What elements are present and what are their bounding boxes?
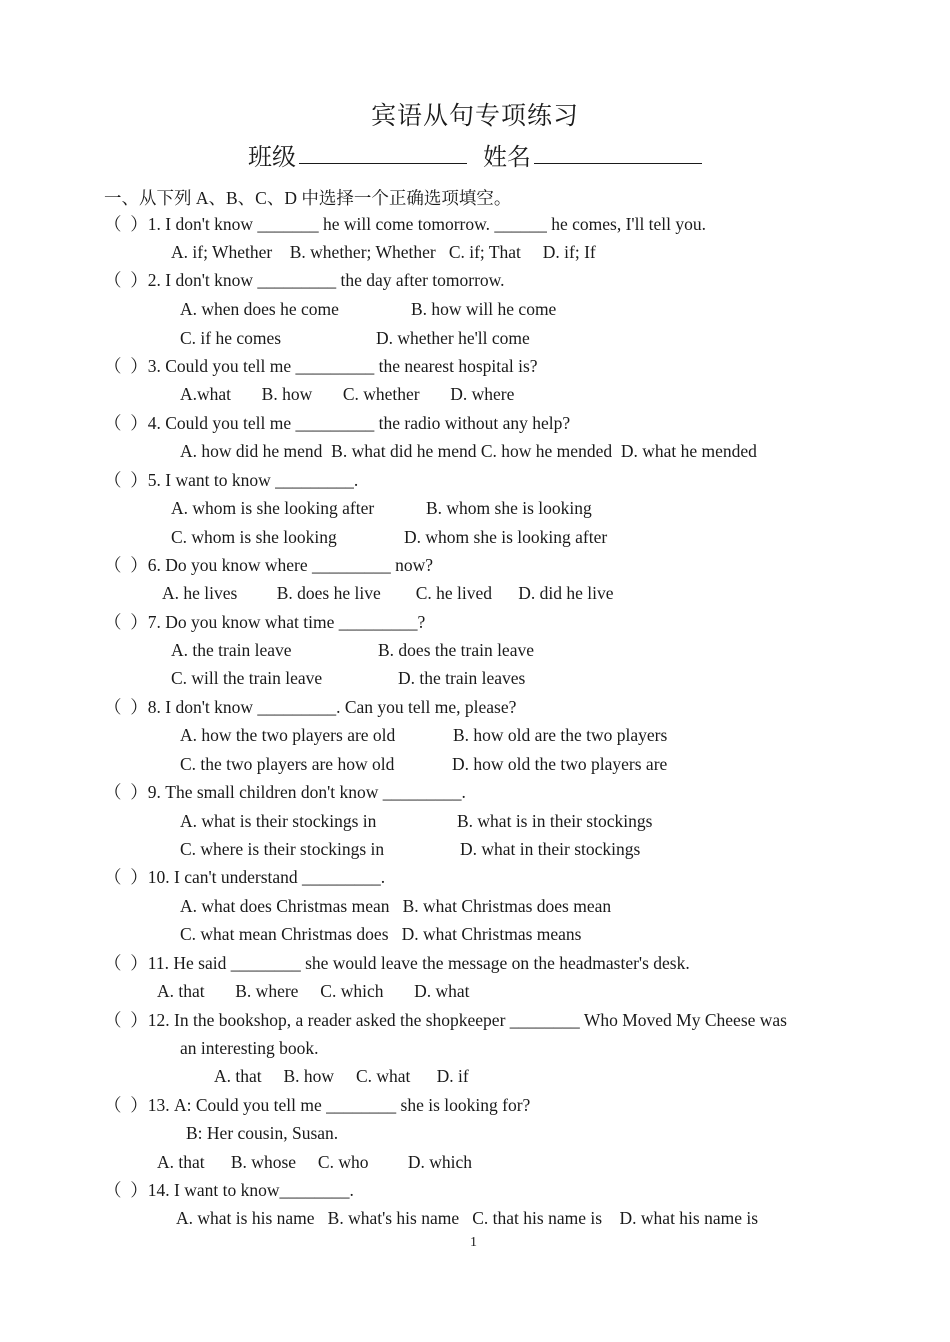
question-13-options: A. that B. whose C. who D. which	[157, 1152, 472, 1172]
question-5: （ ）5. I want to know _________.	[104, 470, 359, 490]
question-9-option-d: D. what in their stockings	[460, 839, 641, 859]
question-2-option-a: A. when does he come	[180, 299, 339, 319]
question-5-option-a: A. whom is she looking after	[171, 498, 375, 518]
question-10: （ ）10. I can't understand _________.	[104, 867, 386, 887]
question-10-options-ab: A. what does Christmas mean B. what Christmas does mean	[180, 896, 612, 916]
question-8: （ ）8. I don't know _________. Can you tell me, please?	[104, 697, 517, 717]
question-9-option-a: A. what is their stockings in	[180, 811, 377, 831]
question-11-options: A. that B. where C. which D. what	[157, 981, 470, 1001]
question-5-option-b: B. whom she is looking	[426, 498, 592, 518]
question-7: （ ）7. Do you know what time _________?	[104, 612, 426, 632]
question-2-option-b: B. how will he come	[411, 299, 557, 319]
question-2: （ ）2. I don't know _________ the day after tomorrow.	[104, 270, 505, 290]
question-8-option-b: B. how old are the two players	[453, 725, 668, 745]
question-7-option-b: B. does the train leave	[378, 640, 534, 660]
question-8-option-d: D. how old the two players are	[452, 754, 668, 774]
question-7-option-d: D. the train leaves	[398, 668, 526, 688]
class-label: 班级	[248, 145, 296, 171]
question-4: （ ）4. Could you tell me _________ the radio without any help?	[104, 413, 571, 433]
name-blank	[534, 141, 702, 164]
name-label: 姓名	[483, 145, 531, 171]
question-10-options-cd: C. what mean Christmas does D. what Christmas means	[180, 924, 582, 944]
question-13: （ ）13. A: Could you tell me ________ she is looking for?	[104, 1095, 531, 1115]
question-9-option-c: C. where is their stockings in	[180, 839, 385, 859]
question-3-options: A.what B. how C. whether D. where	[180, 384, 515, 404]
question-8-option-c: C. the two players are how old	[180, 754, 395, 774]
question-1: （ ）1. I don't know _______ he will come tomorrow. ______ he comes, I'll tell you.	[104, 214, 707, 234]
question-1-options: A. if; Whether B. whether; Whether C. if; That D. if; If	[171, 242, 596, 262]
question-5-option-c: C. whom is she looking	[171, 527, 337, 547]
question-2-option-d: D. whether he'll come	[376, 328, 530, 348]
question-9: （ ）9. The small children don't know _________.	[104, 782, 466, 802]
question-6: （ ）6. Do you know where _________ now?	[104, 555, 434, 575]
page-number: 1	[470, 1235, 477, 1250]
question-7-option-c: C. will the train leave	[171, 668, 323, 688]
question-6-options: A. he lives B. does he live C. he lived D. did he live	[162, 583, 614, 603]
question-13-answer-line: B: Her cousin, Susan.	[186, 1123, 339, 1143]
question-9-option-b: B. what is in their stockings	[457, 811, 653, 831]
question-12-continued: an interesting book.	[180, 1038, 319, 1058]
question-11: （ ）11. He said ________ she would leave the message on the headmaster's desk.	[104, 953, 690, 973]
question-12: （ ）12. In the bookshop, a reader asked the shopkeeper ________ Who Moved My Cheese was	[104, 1010, 787, 1030]
class-blank	[299, 141, 467, 164]
question-8-option-a: A. how the two players are old	[180, 725, 396, 745]
question-5-option-d: D. whom she is looking after	[404, 527, 608, 547]
page-title: 宾语从句专项练习	[370, 103, 579, 130]
question-4-options: A. how did he mend B. what did he mend C. how he mended D. what he mended	[180, 441, 757, 461]
question-3: （ ）3. Could you tell me _________ the nearest hospital is?	[104, 356, 538, 376]
question-14: （ ）14. I want to know________.	[104, 1180, 354, 1200]
question-12-options: A. that B. how C. what D. if	[214, 1066, 469, 1086]
section-heading: 一、从下列 A、B、C、D 中选择一个正确选项填空。	[104, 188, 512, 208]
question-14-options: A. what is his name B. what's his name C. that his name is D. what his name is	[176, 1208, 759, 1228]
question-2-option-c: C. if he comes	[180, 328, 282, 348]
question-7-option-a: A. the train leave	[171, 640, 292, 660]
